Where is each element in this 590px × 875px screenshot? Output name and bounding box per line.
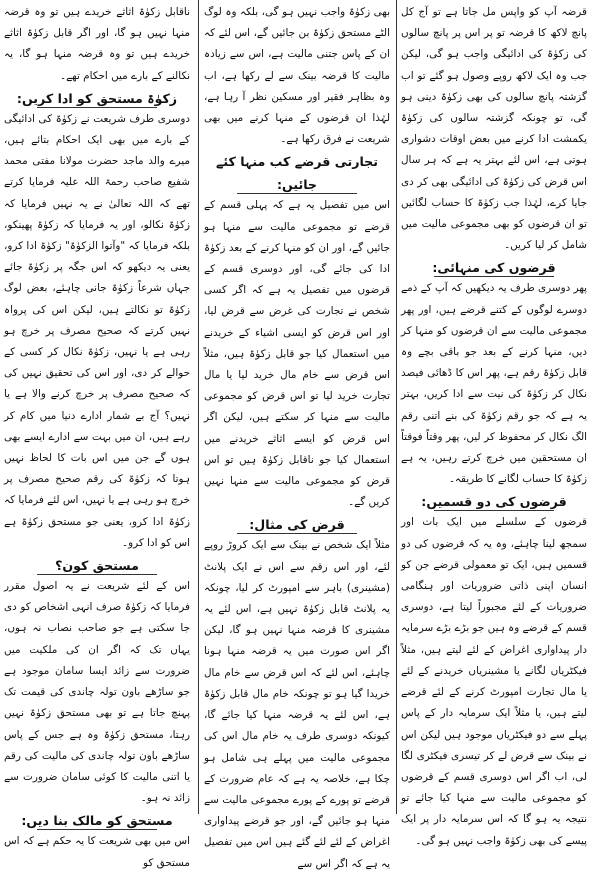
paragraph: قرضہ آپ کو واپس مل جاتا ہے تو آج کل پانچ لاکھ کا قرضہ تو پر اس پر پانچ سالوں کی زکوٰۃ کی ادائیگی واجب ہو گی، لیکن جب وہ ایک لاکھ روپے وصول ہو گئے تو اب گزشتہ پانچ سالوں کی بھی زکوٰۃ دینی ہو گی، تو چونکہ گزشتہ سالوں کی زکوٰۃ یکمشت ادا کرنے میں بعض اوقات دشواری ہوتی ہے، اس لئے بہتر یہ ہے کہ ہر سال اس قرض کی زکوٰۃ کی ادائیگی بھی کر دی جایا کرے، لہٰذا جب زکوٰۃ کا حساب لگائیں تو ان قرضوں کو بھی مجموعی مالیت میں شامل کر لیا کریں۔ [401, 6, 587, 252]
paragraph: اس کے لئے شریعت نے یہ اصول مقرر فرمایا کہ زکوٰۃ صرف انہی اشخاص کو دی جا سکتی ہے جو صاحب نصاب نہ ہوں، یہاں تک کہ اگر ان کی ملکیت میں ضرورت سے زائد ایسا سامان موجود ہے جو ساڑھے باون تولہ چاندی کی قیمت تک پہنچ جاتا ہے تو بھی مستحق زکوٰۃ نہیں رہتا، مستحق زکوٰۃ وہ ہے جس کے پاس ساڑھے باون تولہ چاندی کی مالیت کی رقم یا اتنی مالیت کا کوئی سامان ضرورت سے زائد نہ ہو۔ [4, 580, 190, 805]
column-divider [396, 0, 397, 814]
paragraph: پھر دوسری طرف یہ دیکھیں کہ آپ کے ذمے دوسرے لوگوں کے کتنے قرضے ہیں، اور پھر مجموعی مالیت سے ان قرضوں کو منہا کر دیں، منہا کرنے کے بعد جو باقی بچے وہ قابل زکوٰۃ رقم ہے، پھر اس کا ڈھائی فیصد نکال کر زکوٰۃ کی نیت سے ادا کریں، بہتر یہ ہے کہ جو رقم زکوٰۃ کی بنے اتنی رقم الگ نکال کر محفوظ کر لیں، پھر وقتاً فوقتاً ان مستحقین میں خرچ کرتے رہیں، یہ ہے زکوٰۃ کا حساب لگانے کا طریقہ۔ [401, 282, 587, 486]
section-heading: مستحق کون؟ [4, 554, 190, 575]
paragraph: اس میں تفصیل یہ ہے کہ پہلی قسم کے قرضے تو مجموعی مالیت سے منہا ہو جائیں گے، اور ان کو منہا کرنے کے بعد زکوٰۃ ادا کی جائے گی، اور دوسری قسم کے قرضوں میں تفصیل یہ ہے کہ اگر کسی شخص نے تجارت کی غرض سے قرض لیا، اور اس قرض کو ایسی اشیاء کے خریدنے میں استعمال کیا جو قابل زکوٰۃ ہیں، مثلاً اس قرض سے خام مال خرید لیا یا مال تجارت خرید لیا تو اس قرض کو مجموعی مالیت سے منہا کر سکتے ہیں، لیکن اگر اس قرض کو ایسے اثاثے خریدنے میں استعمال کیا جو ناقابل زکوٰۃ ہیں تو اس قرض کو مجموعی مالیت سے منہا نہیں کریں گے۔ [204, 199, 390, 509]
paragraph: مثلاً ایک شخص نے بینک سے ایک کروڑ روپے لئے، اور اس رقم سے اس نے ایک پلانٹ (مشینری) باہر سے امپورٹ کر لیا، چونکہ یہ پلانٹ قابل زکوٰۃ نہیں ہے، اس لئے یہ مشینری کا قرضہ منہا نہیں ہو گا، لیکن اگر اس صورت میں یہ قرضہ منہا ہونا چاہئے، اس لئے کہ اس قرض سے خام مال خریدا گیا ہو تو چونکہ خام مال قابل زکوٰۃ ہے، اس لئے یہ قرضہ منہا کیا جائے گا، کیونکہ دوسری طرف یہ خام مال اس کی مجموعی مالیت میں پہلے ہی شامل ہو چکا ہے، خلاصہ یہ ہے کہ عام ضرورت کے قرضے تو پورے کے پورے مجموعی مالیت سے منہا ہو جائیں گے، اور جو قرضے پیداواری اغراض کے لئے لئے گئے ہیں اس میں تفصیل یہ ہے کہ اگر اس سے [204, 539, 390, 870]
section-heading: قرض کی مثال: [204, 513, 390, 534]
paragraph: ناقابل زکوٰۃ اثاثے خریدے ہیں تو وہ قرضہ منہا نہیں ہو گا، اور اگر قابل زکوٰۃ اثاثے خریدے ہیں تو وہ قرضہ منہا ہو گا، یہ نکالنے کے بارے میں احکام تھے۔ [4, 6, 190, 82]
paragraph: قرضوں کے سلسلے میں ایک بات اور سمجھ لینا چاہئے، وہ یہ کہ قرضوں کی دو قسمیں ہیں، ایک تو معمولی قرضے جن کو انسان اپنی ذاتی ضروریات اور ہنگامی ضروریات کے لئے مجبوراً لیتا ہے، دوسری قسم کے قرضے وہ ہیں جو بڑے بڑے سرمایہ دار پیداواری اغراض کے لئے لیتے ہیں، مثلاً فیکٹریاں لگانے یا مشینریاں خریدنے کے لئے یا مال تجارت امپورٹ کرنے کے لئے قرضے لیتے ہیں، یا مثلاً ایک سرمایہ دار کے پاس پہلے سے دو فیکٹریاں موجود ہیں لیکن اس نے بینک سے قرض لے کر تیسری فیکٹری لگا لی، اب اگر اس دوسری قسم کے قرضوں کو مجموعی مالیت سے منہا کیا جائے تو نتیجہ یہ ہو گا کہ اس سرمایہ دار پر ایک پیسے کی بھی زکوٰۃ واجب نہیں ہو گی۔ [401, 516, 587, 847]
section-heading: تجارتی قرضے کب منہا کئے جائیں: [204, 150, 390, 194]
text-column-left [4, 2, 190, 869]
section-heading: قرضوں کی دو قسمیں: [401, 490, 587, 511]
paragraph: بھی زکوٰۃ واجب نہیں ہو گی، بلکہ وہ لوگ الٹے مستحق زکوٰۃ بن جائیں گے، اس لئے کہ ان کے پاس جتنی مالیت ہے، اس سے زیادہ مالیت کا قرضہ بینک سے لے رکھا ہے، اب وہ بظاہر فقیر اور مسکین نظر آ رہا ہے، لہٰذا ان قرضوں کے منہا کرنے میں بھی شریعت نے فرق رکھا ہے۔ [204, 6, 390, 146]
section-heading: قرضوں کی منہائی: [401, 256, 587, 277]
paragraph: اس میں بھی شریعت کا یہ حکم ہے کہ اس مستحق کو [4, 835, 190, 869]
text-column-middle [204, 2, 390, 870]
paragraph: دوسری طرف شریعت نے زکوٰۃ کی ادائیگی کے بارے میں بھی ایک احکام بتائے ہیں، میرے والد ماجد حضرت مولانا مفتی محمد شفیع صاحب رحمۃ اللہ علیہ فرمایا کرتے تھے کہ اللہ تعالیٰ نے یہ نہیں فرمایا کہ زکوٰۃ نکالو، اور یہ فرمایا کہ زکوٰۃ پھینکو، بلکہ فرمایا کہ "وآتوا الزکوٰۃ" زکوٰۃ ادا کرو، یعنی یہ دیکھو کہ اس جگہ پر زکوٰۃ جائے جہاں شرعاً زکوٰۃ جانی چاہئے، بعض لوگ زکوٰۃ تو نکالتے ہیں، لیکن اس کی پرواہ نہیں کرتے کہ صحیح مصرف پر خرچ ہو رہی ہے یا نہیں، زکوٰۃ نکال کر کسی کے حوالے کر دی، اور اس کی تحقیق نہیں کی کہ صحیح مصرف پر خرچ کرنے والا ہے یا نہیں؟ آج بے شمار ادارے دنیا میں کام کر رہے ہیں، ان میں بہت سے ادارے ایسے بھی ہوں گے جن میں اس بات کا لحاظ نہیں ہوتا کہ زکوٰۃ کی رقم صحیح مصرف پر خرچ ہو رہی ہے یا نہیں، اس لئے فرمایا کہ زکوٰۃ ادا کرو، یعنی جو مستحق زکوٰۃ ہے اس کو ادا کرو۔ [4, 112, 190, 549]
text-column-right [401, 2, 587, 847]
section-heading: زکوٰۃ مستحق کو ادا کریں: [4, 87, 190, 108]
section-heading: مستحق کو مالک بنا دیں: [4, 809, 190, 830]
column-divider [198, 0, 199, 814]
